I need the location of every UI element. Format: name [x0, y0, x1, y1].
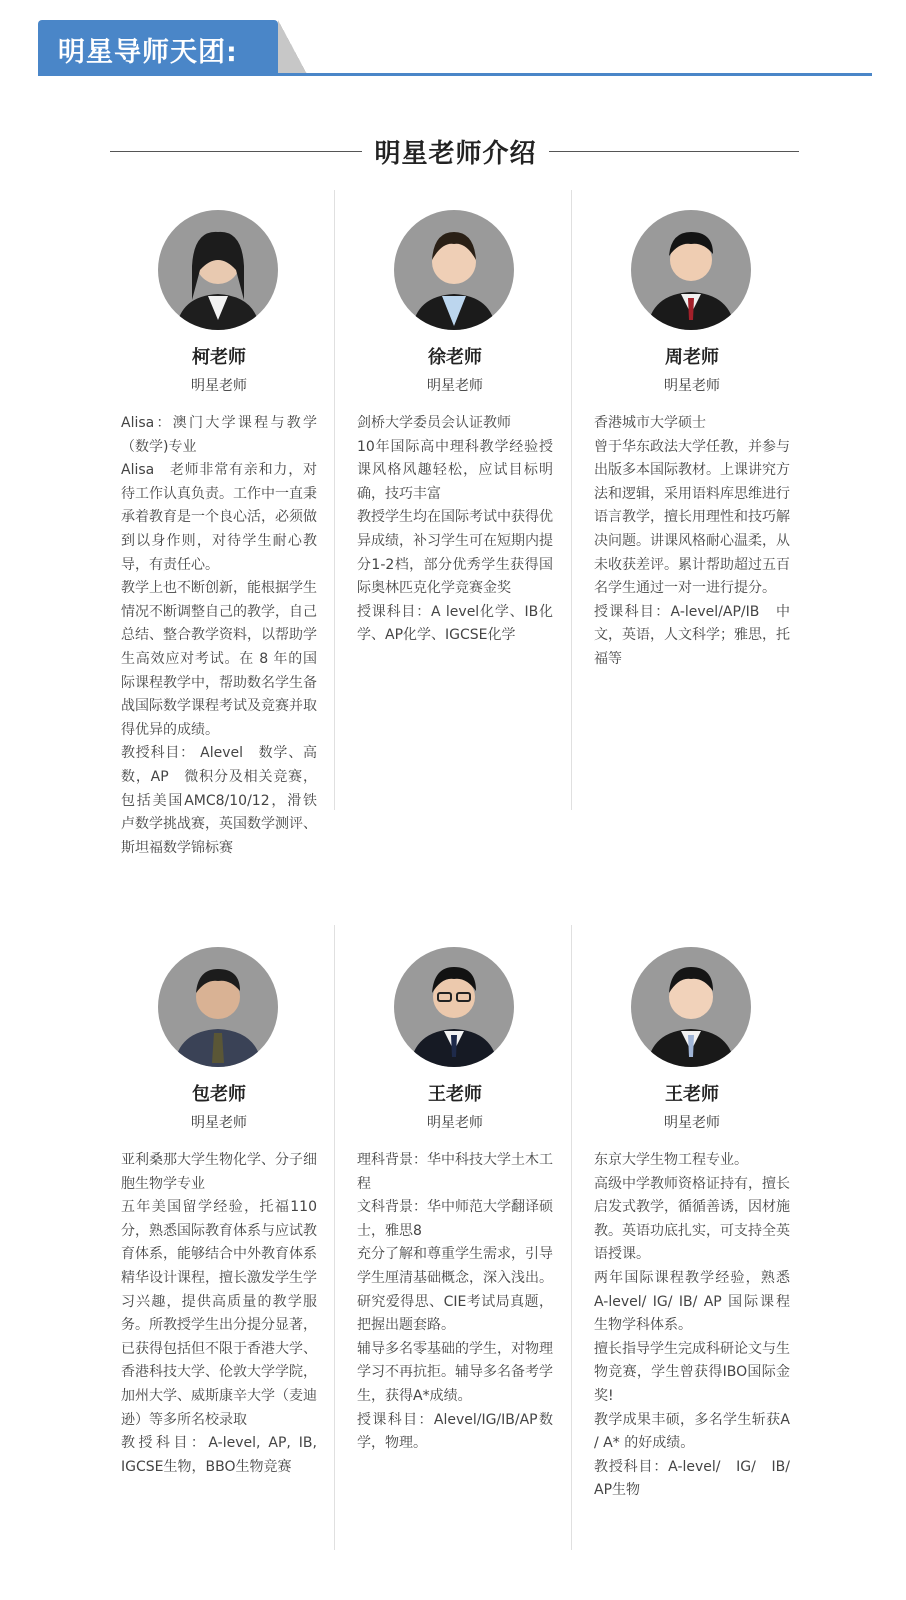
bio-paragraph: 东京大学生物工程专业。 — [594, 1152, 748, 1168]
bio-paragraph: 剑桥大学委员会认证教师 — [357, 415, 511, 431]
bio-paragraph: 高级中学教师资格证持有，擅长启发式教学，循循善诱，因材施教。英语功底扎实，可支持全英语授课。 — [594, 1175, 790, 1263]
bio-paragraph: 授课科目：A-level/AP/IB 中文，英语，人文科学；雅思，托福等 — [594, 603, 790, 667]
teacher-title: 明星老师 — [427, 378, 483, 394]
header-banner — [38, 20, 278, 76]
bio-paragraph: 教学成果丰硕，多名学生斩获A / A* 的好成绩。 — [594, 1411, 790, 1452]
bio-paragraph: 教学上也不断创新，能根据学生情况不断调整自己的教学，自己总结、整合教学资料，以帮助学生高效应对考试。在 8 年的国际课程教学中，帮助数名学生备战国际数学课程考试及竞赛并取得优异的成绩。 — [121, 580, 317, 738]
teacher-name: 周老师 — [665, 347, 719, 368]
column-divider — [334, 190, 335, 810]
bio-paragraph: 充分了解和尊重学生需求，引导学生厘清基础概念，深入浅出。 — [357, 1246, 553, 1286]
bio-paragraph: 教授科目：A-level, AP, IB, IGCSE生物，BBO生物竞赛 — [121, 1435, 317, 1475]
bio-paragraph: 授课科目：Alevel/IG/IB/AP数学，物理。 — [357, 1411, 553, 1452]
teacher-title: 明星老师 — [427, 1115, 483, 1131]
teacher-name: 包老师 — [192, 1084, 246, 1105]
section-rule-right — [549, 151, 799, 152]
bio-paragraph: 香港城市大学硕士 — [594, 415, 706, 431]
bio-paragraph: 五年美国留学经验，托福110分，熟悉国际教育体系与应试教育体系，能够结合中外教育体系精华设计课程，擅长激发学生学习兴趣，提供高质量的教学服务。所教授学生出分提分显著，已获得包括但不限于香港大学、香港科技大学、伦敦大学学院，加州大学、威斯康辛大学（麦迪逊）等多所名校录取 — [121, 1199, 317, 1428]
bio-paragraph: 辅导多名零基础的学生，对物理学习不再抗拒。辅导多名备考学生，获得A*成绩。 — [357, 1340, 553, 1404]
teacher-name: 王老师 — [428, 1084, 482, 1105]
avatar — [394, 947, 514, 1067]
column-divider — [334, 925, 335, 1550]
teacher-title: 明星老师 — [664, 1115, 720, 1131]
teacher-bio — [594, 412, 790, 672]
teacher-title: 明星老师 — [191, 378, 247, 394]
avatar — [631, 210, 751, 330]
bio-paragraph: Alisa：澳门大学课程与教学（数学)专业 — [121, 415, 317, 455]
column-divider — [571, 925, 572, 1550]
bio-paragraph: 两年国际课程教学经验，熟悉A-level/ IG/ IB/ AP 国际课程生物学科体系。 — [594, 1269, 790, 1334]
teacher-title: 明星老师 — [191, 1115, 247, 1131]
teacher-name: 柯老师 — [192, 347, 246, 368]
bio-paragraph: 理科背景：华中科技大学土木工程 — [357, 1152, 553, 1192]
teacher-bio — [121, 412, 317, 860]
teacher-bio — [594, 1149, 790, 1503]
bio-paragraph: Alisa 老师非常有亲和力，对待工作认真负责。工作中一直秉承着教育是一个良心活，必须做到以身作则，对待学生耐心教导，有责任心。 — [121, 462, 317, 573]
bio-paragraph: 擅长指导学生完成科研论文与生物竞赛，学生曾获得IBO国际金奖! — [594, 1340, 790, 1404]
column-divider — [571, 190, 572, 810]
bio-paragraph: 10年国际高中理科教学经验授课风格风趣轻松，应试目标明确，技巧丰富 — [357, 438, 553, 502]
bio-paragraph: 研究爱得思、CIE考试局真题，把握出题套路。 — [357, 1293, 553, 1334]
avatar — [394, 210, 514, 330]
bio-paragraph: 教授科目：A-level/ IG/ IB/ AP生物 — [594, 1458, 790, 1499]
section-rule-left — [110, 151, 362, 152]
teacher-name: 王老师 — [665, 1084, 719, 1105]
section-title: 明星老师介绍 — [374, 139, 537, 169]
teacher-bio — [121, 1149, 317, 1479]
banner-wedge — [278, 20, 308, 76]
bio-paragraph: 教授学生均在国际考试中获得优异成绩，补习学生可在短期内提分1-2档，部分优秀学生获得国际奥林匹克化学竞赛金奖 — [357, 509, 553, 597]
teacher-bio — [357, 1149, 553, 1456]
bio-paragraph: 曾于华东政法大学任教，并参与出版多本国际教材。上课讲究方法和逻辑，采用语料库思维进行语言教学，擅长用理性和技巧解决问题。讲课风格耐心温柔，从未收获差评。累计帮助超过五百名学生通过一对一进行提分。 — [594, 438, 790, 597]
bio-paragraph: 亚利桑那大学生物化学、分子细胞生物学专业 — [121, 1152, 317, 1192]
avatar — [158, 947, 278, 1067]
bio-paragraph: 授课科目：A level化学、IB化学、AP化学、IGCSE化学 — [357, 603, 553, 644]
avatar — [158, 210, 278, 330]
bio-paragraph: 文科背景：华中师范大学翻译硕士，雅思8 — [357, 1199, 553, 1239]
teacher-title: 明星老师 — [664, 378, 720, 394]
teacher-bio — [357, 412, 553, 648]
header-title: 明星导师天团: — [58, 37, 238, 68]
bio-paragraph: 教授科目： Alevel 数学、高数，AP 微积分及相关竞赛，包括美国AMC8/10/12，滑铁卢数学挑战赛，英国数学测评、斯坦福数学锦标赛 — [121, 745, 317, 856]
header-underline — [38, 73, 872, 76]
teacher-name: 徐老师 — [428, 347, 482, 368]
avatar — [631, 947, 751, 1067]
